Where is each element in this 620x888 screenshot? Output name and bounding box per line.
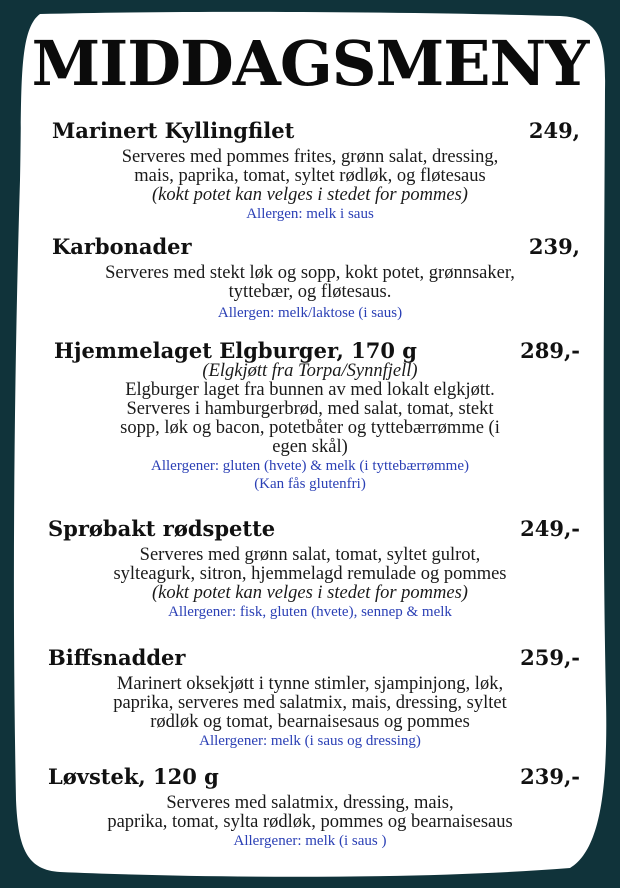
item-allergen: Allergener: gluten (hvete) & melk (i tyttebærrømme): [151, 458, 469, 474]
menu-item-rodspette: [40, 516, 580, 621]
item-price: 239,: [528, 234, 580, 259]
item-name: Sprøbakt rødspette: [48, 516, 276, 541]
item-description-line: paprika, tomat, sylta rødløk, pommes og bearnaisesaus: [107, 812, 513, 832]
menu-item-kyllingfilet: [40, 118, 580, 223]
menu-item-lovstek: [40, 764, 580, 850]
item-name: Hjemmelaget Elgburger, 170 g: [54, 338, 417, 363]
item-description-line: Serveres med salatmix, dressing, mais,: [166, 793, 454, 813]
item-note: (kokt potet kan velges i stedet for pommes): [152, 185, 468, 205]
item-description-line: rødløk og tomat, bearnaisesaus og pommes: [150, 712, 470, 732]
item-price: 249,: [528, 118, 580, 143]
item-name: Biffsnadder: [48, 645, 186, 670]
item-price: 239,-: [520, 764, 580, 789]
menu-item-elgburger: [40, 338, 580, 493]
item-price: 259,-: [520, 645, 580, 670]
item-description-line: egen skål): [272, 437, 348, 457]
item-allergen: Allergener: melk (i saus og dressing): [199, 733, 421, 749]
menu-title: MIDDAGSMENY: [31, 27, 589, 100]
item-allergen: (Kan fås glutenfri): [254, 476, 366, 492]
item-allergen: Allergener: melk (i saus ): [233, 833, 387, 849]
item-allergen: Allergen: melk/laktose (i saus): [217, 305, 403, 321]
item-description-line: sylteagurk, sitron, hjemmelagd remulade og pommes: [113, 564, 507, 584]
item-subtitle: (Elgkjøtt fra Torpa/Synnfjell): [202, 361, 418, 381]
item-description-line: paprika, serveres med salatmix, mais, dressing, syltet: [113, 693, 507, 713]
item-name: Løvstek, 120 g: [48, 764, 219, 789]
menu-item-karbonader: [40, 234, 580, 322]
item-description-line: mais, paprika, tomat, syltet rødløk, og fløtesaus: [134, 166, 486, 186]
item-price: 249,-: [520, 516, 580, 541]
item-description-line: Serveres med stekt løk og sopp, kokt potet, grønnsaker,: [105, 263, 515, 283]
item-description-line: Elgburger laget fra bunnen av med lokalt elgkjøtt.: [125, 380, 495, 400]
menu-item-biffsnadder: [40, 645, 580, 750]
item-description-line: Marinert oksekjøtt i tynne stimler, sjampinjong, løk,: [116, 674, 504, 694]
item-allergen: Allergen: melk i saus: [246, 206, 374, 222]
item-allergen: Allergener: fisk, gluten (hvete), sennep & melk: [168, 604, 452, 620]
item-description-line: Serveres med pommes frites, grønn salat, dressing,: [121, 147, 499, 167]
item-price: 289,-: [520, 338, 580, 363]
item-name: Marinert Kyllingfilet: [52, 118, 295, 143]
item-name: Karbonader: [52, 234, 192, 259]
item-description-line: Serveres med grønn salat, tomat, syltet gulrot,: [139, 545, 481, 565]
item-description-line: Serveres i hamburgerbrød, med salat, tomat, stekt: [126, 399, 494, 419]
item-description-line: tyttebær, og fløtesaus.: [228, 282, 392, 302]
item-description-line: sopp, løk og bacon, potetbåter og tyttebærrømme (i: [120, 418, 500, 438]
item-note: (kokt potet kan velges i stedet for pommes): [152, 583, 468, 603]
